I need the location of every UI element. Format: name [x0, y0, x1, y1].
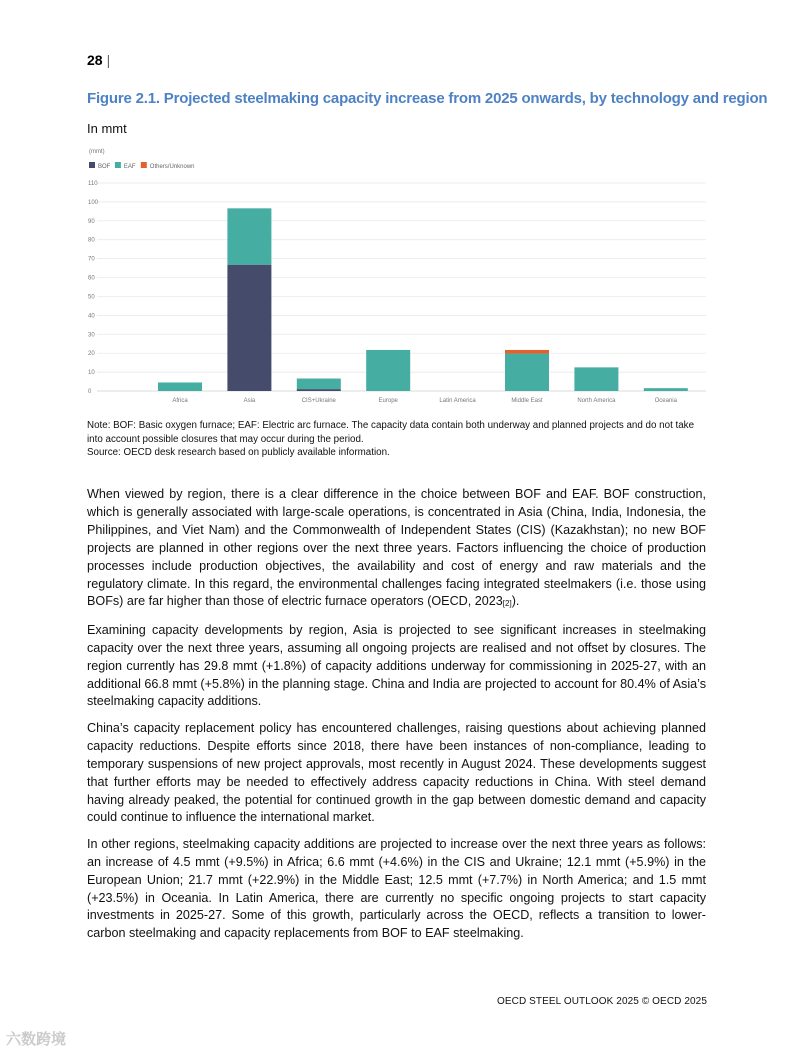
x-tick-label-6: North America: [577, 398, 616, 404]
legend-label-1: EAF: [123, 164, 136, 170]
y-tick-label-0: 0: [88, 389, 92, 395]
bar-cis-ukraine-bof: [297, 389, 341, 391]
x-tick-label-0: Africa: [172, 398, 188, 404]
y-tick-label-8: 80: [88, 237, 95, 244]
legend-swatch-2: [141, 162, 147, 168]
x-tick-label-1: Asia: [243, 398, 256, 404]
source-line: Source: OECD desk research based on publicly available information.: [87, 447, 390, 458]
bar-middle-east-others-unknown: [505, 350, 549, 354]
figure-subtitle: In mmt: [87, 121, 127, 136]
y-tick-label-5: 50: [88, 294, 95, 301]
capacity-bar-chart: [87, 143, 709, 408]
watermark-logo: 六数跨境: [6, 1031, 67, 1048]
y-tick-label-6: 60: [88, 275, 95, 282]
x-tick-label-2: CIS+Ukraine: [301, 398, 336, 404]
y-tick-label-2: 20: [88, 351, 95, 358]
page-number-value: 28: [87, 52, 103, 68]
unit-label: (mmt): [89, 149, 105, 155]
x-tick-label-4: Latin America: [439, 398, 476, 404]
page-number: [87, 52, 110, 68]
legend-swatch-0: [89, 162, 95, 168]
x-tick-label-3: Europe: [378, 398, 398, 404]
paragraph-4: In other regions, steelmaking capacity additions are projected to increase over the next three years as follows: an increase of 4.5 mmt (+9.5%) in Africa; 6.6 mmt (+4.6%) in the CIS and Ukraine; 12.1 mmt (+5.9%) in the European Union; 21.7 mmt (+22.9%) in the Middle East; 12.5 mmt (+7.7%) in North America; and 1.5 mmt (+23.5%) in Oceania. In Latin America, there are currently no specific ongoing projects to start capacity investments in 2025-27. Some of this growth, particularly across the OECD, reflects a transition to lower-carbon steelmaking and capacity replacements from BOF to EAF steelmaking.: [87, 836, 706, 941]
paragraph-2: Examining capacity developments by region, Asia is projected to see significant increases in steelmaking capacity over the next three years, assuming all ongoing projects are realised and not offset by closures. The region currently has 29.8 mmt (+1.8%) of capacity additions underway for commissioning in 2025-27, with an additional 66.8 mmt (+5.8%) in the planning stage. China and India are projected to account for 80.4% of Asia’s steelmaking capacity additions.: [87, 622, 706, 709]
x-tick-label-7: Oceania: [654, 398, 677, 404]
paragraph-3: China’s capacity replacement policy has encountered challenges, raising questions about achieving planned capacity reductions. Despite efforts since 2018, there have been instances of non-compliance, leading to temporary suspensions of new project approvals, most recently in August 2024. These developments suggest that further efforts may be needed to effectively address capacity reductions in China. With steel demand having already peaked, the potential for continued growth in the gap between domestic demand and capacity could continue to influence the international market.: [87, 720, 706, 825]
bar-asia-eaf: [227, 208, 271, 264]
footer: OECD STEEL OUTLOOK 2025 © OECD 2025: [496, 996, 707, 1007]
y-tick-label-1: 10: [88, 370, 95, 377]
bar-north-america-eaf: [574, 367, 618, 391]
paragraph-1-text: When viewed by region, there is a clear difference in the choice between BOF and EAF. BOF construction, which is generally associated with large-scale operations, is concentrated in Asia (China, India, Indonesia, the Philippines, and Viet Nam) and the Commonwealth of Independent States (CIS) (Kazakhstan); no new BOF projects are planned in other regions over the next three years. Factors influencing the choice of production processes include production objectives, the availability and cost of energy and raw materials and the regulatory climate. In this regard, the environmental challenges facing integrated steelmakers (i.e. those using BOFs) are far higher than those of electric furnace operators (OECD, 2023: [87, 487, 706, 609]
note-line-1: Note: BOF: Basic oxygen furnace; EAF: Electric arc furnace. The capacity data contain both underway and planned projects and do not take: [87, 420, 695, 431]
figure-notes: [87, 419, 707, 460]
bar-africa-eaf: [158, 382, 202, 391]
y-tick-label-11: 110: [88, 181, 98, 187]
paragraph-1: [87, 486, 706, 613]
y-tick-label-7: 70: [88, 256, 95, 263]
legend-swatch-1: [115, 162, 121, 168]
body-text: [87, 486, 706, 952]
bar-europe-eaf: [366, 350, 410, 391]
x-tick-label-5: Middle East: [511, 398, 543, 404]
paragraph-1-end: ).: [511, 594, 520, 609]
bar-oceania-eaf: [644, 388, 688, 391]
figure-title: Figure 2.1. Projected steelmaking capacity increase from 2025 onwards, by technology and region: [87, 90, 768, 107]
y-tick-label-10: 100: [88, 199, 99, 206]
bar-cis-ukraine-eaf: [297, 379, 341, 390]
y-tick-label-4: 40: [88, 313, 95, 320]
bar-middle-east-eaf: [505, 354, 549, 391]
note-line-2: into account possible closures that may occur during the period.: [87, 433, 364, 445]
y-tick-label-9: 90: [88, 218, 95, 225]
legend-label-0: BOF: [98, 164, 111, 170]
y-tick-label-3: 30: [88, 332, 95, 339]
reference-link[interactable]: [2]: [502, 599, 512, 609]
legend-label-2: Others/Unknown: [149, 164, 195, 170]
bar-asia-bof: [227, 265, 271, 391]
page-number-separator: |: [106, 52, 111, 68]
